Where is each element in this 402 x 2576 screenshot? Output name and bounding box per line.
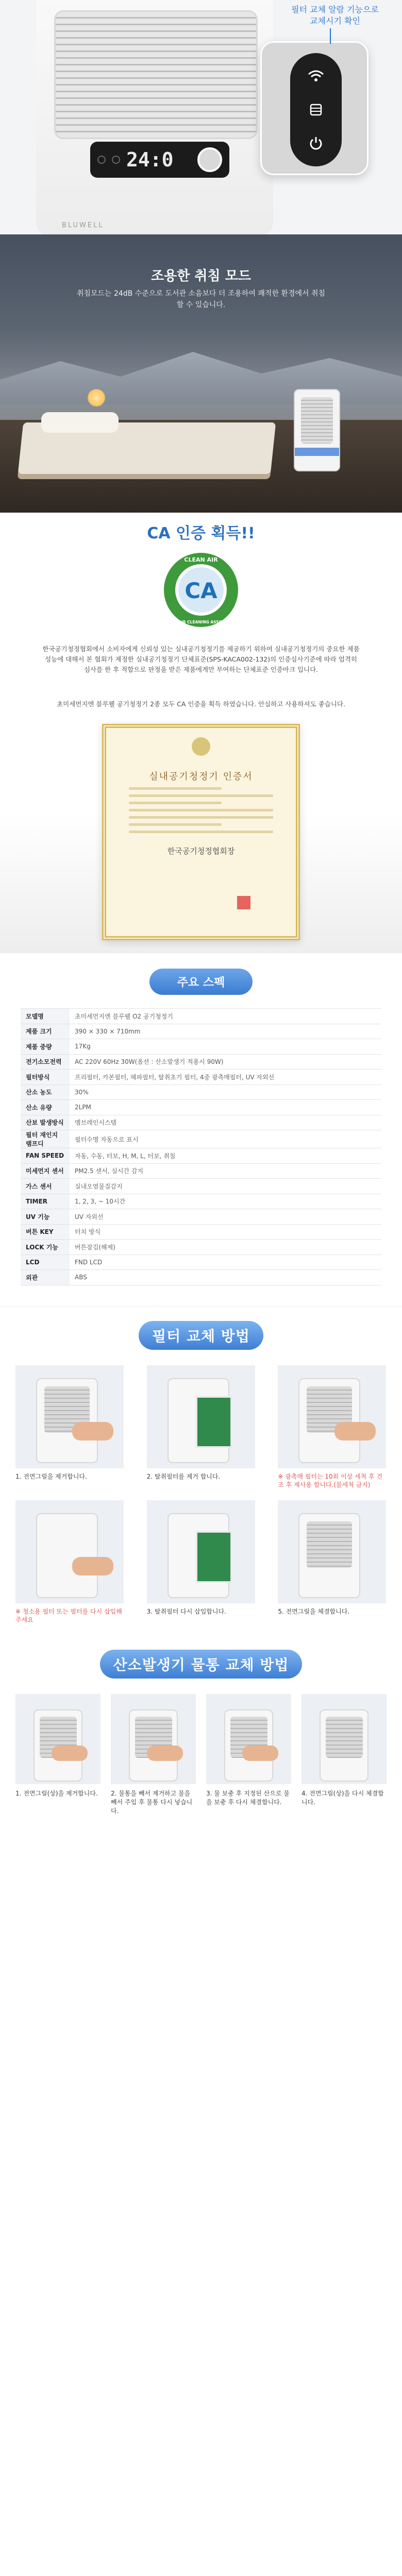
table-row <box>21 1163 381 1179</box>
spec-key: 미세먼지 센서 <box>21 1163 70 1179</box>
indicator-icon <box>112 156 120 164</box>
certificate-line <box>129 802 222 804</box>
water-tank-step <box>206 1694 291 1816</box>
filter-step <box>15 1365 124 1489</box>
svg-text:CA: CA <box>185 578 217 603</box>
certificate-line <box>129 816 273 819</box>
purifier-grille <box>54 10 258 139</box>
spec-value: PM2.5 센서, 실시간 감지 <box>70 1163 381 1179</box>
step-caption: 2. 물통을 빼서 제거하고 물을 빼서 주입 후 물통 다시 넣습니다. <box>111 1789 193 1815</box>
step-photo <box>278 1365 386 1468</box>
svg-text:KOREA AIR CLEANING ASSOCIATION: KOREA AIR CLEANING ASSOCIATION <box>162 620 240 624</box>
spec-value: 390 × 330 × 710mm <box>70 1024 381 1039</box>
specs-section <box>0 953 402 1306</box>
water-tank-steps-grid <box>15 1694 387 1816</box>
table-row <box>21 1240 381 1255</box>
spec-key: LOCK 기능 <box>21 1240 70 1255</box>
spec-value: 30% <box>70 1084 381 1100</box>
spec-key: 가스 센서 <box>21 1179 70 1194</box>
certificate-line <box>129 831 273 833</box>
spec-value: FND LCD <box>70 1255 381 1270</box>
filter-panel-image <box>196 1396 232 1448</box>
ca-title: CA 인증 획득!! <box>147 524 255 543</box>
table-row <box>21 1009 381 1024</box>
table-row <box>21 1209 381 1225</box>
hand-image <box>72 1422 113 1440</box>
spec-key: 산소 유량 <box>21 1100 70 1115</box>
table-row <box>21 1115 381 1130</box>
sleep-mode-title: 조용한 취침 모드 <box>151 268 251 284</box>
spec-value: 초미세먼지엔 블루웰 O2 공기청정기 <box>70 1009 381 1024</box>
svg-text:CLEAN AIR: CLEAN AIR <box>184 556 218 563</box>
spec-value: 프리필터, 카본필터, 헤파필터, 탈취초기 필터, 4중 광촉매필터, UV 자외선 <box>70 1070 381 1085</box>
spec-value: 실내오염물질감지 <box>70 1179 381 1194</box>
table-row <box>21 1039 381 1055</box>
table-row <box>21 1024 381 1039</box>
table-row <box>21 1148 381 1164</box>
callout-line <box>330 28 331 44</box>
purifier-image <box>298 1513 360 1598</box>
indicator-icon <box>97 156 106 164</box>
step-photo <box>15 1694 100 1784</box>
step-caption: 1. 전면그릴(상)을 제거합니다. <box>15 1789 98 1797</box>
filter-alarm-callout: 필터 교체 알람 기능으로 교체시기 확인 <box>291 5 379 26</box>
filter-reset-icon <box>306 99 326 120</box>
spec-value: 1, 2, 3, ~ 10시간 <box>70 1194 381 1209</box>
certificate-line <box>129 787 222 790</box>
filter-step <box>15 1500 124 1624</box>
table-row <box>21 1270 381 1285</box>
specs-title: 주요 스펙 <box>149 969 253 995</box>
certificate-issuer: 한국공기청정협회장 <box>167 846 235 856</box>
water-tank-step <box>15 1694 100 1816</box>
spec-key: 제품 중량 <box>21 1039 70 1055</box>
purifier-image <box>294 389 340 471</box>
spec-key: 외관 <box>21 1270 70 1285</box>
spec-value: 터치 방식 <box>70 1224 381 1240</box>
hand-image <box>147 1745 183 1761</box>
spec-key: 필터 재인지 램프디 <box>21 1130 70 1148</box>
spec-key: 버튼 KEY <box>21 1224 70 1240</box>
step-caption: 3. 물 보충 후 지정된 산으로 물을 보충 후 다시 체결합니다. <box>206 1789 290 1806</box>
water-tank-step <box>111 1694 196 1816</box>
dial-knob <box>197 147 222 172</box>
step-photo <box>147 1500 255 1603</box>
purifier-grille <box>301 397 333 444</box>
filter-header <box>0 1312 402 1350</box>
step-caption: 3. 탈취필터 다시 삽입합니다. <box>146 1607 226 1615</box>
step-photo <box>206 1694 291 1784</box>
water-tank-title: 산소발생기 물통 교체 방법 <box>100 1650 303 1679</box>
certificate-line <box>129 809 273 811</box>
purifier-light-band <box>295 448 339 456</box>
table-row <box>21 1130 381 1148</box>
certificate-line <box>129 823 222 826</box>
spec-key: UV 기능 <box>21 1209 70 1225</box>
sleep-mode-description: 취침모드는 24dB 수준으로 도서관 소음보다 더 조용하여 쾌적한 환경에서 취침 할 수 있습니다. <box>76 290 326 309</box>
purifier-grille <box>307 1521 352 1568</box>
filter-replacement-title: 필터 교체 방법 <box>139 1321 263 1350</box>
certificate-line <box>129 794 273 797</box>
table-row <box>21 1255 381 1270</box>
spec-key: 필터방식 <box>21 1070 70 1085</box>
table-row <box>21 1054 381 1070</box>
filter-steps-grid <box>15 1365 387 1624</box>
step-photo <box>147 1365 255 1468</box>
control-panel <box>90 142 229 178</box>
spec-value: ABS <box>70 1270 381 1285</box>
zoom-panel <box>260 41 368 175</box>
purifier-image <box>298 1378 360 1463</box>
step-photo <box>111 1694 196 1784</box>
hand-image <box>242 1745 278 1761</box>
ca-description: 한국공기청정협회에서 소비자에게 신뢰성 있는 실내공기청정기를 제공하기 위하여 실내공기청정기의 중요한 제품 성능에 대해서 본 협회가 제정한 실내공기청정기 단체표준(SPS-KACA002-132)의 인증심사기준에 따라 엄격히 심사를 한 후 적합으로 판정을 받은 제품에게만 부여하는 단체표준 인증마크 입니다. <box>42 645 360 673</box>
spec-key: 전기소모전력 <box>21 1054 70 1070</box>
table-row <box>21 1179 381 1194</box>
table-row <box>21 1084 381 1100</box>
table-row <box>21 1100 381 1115</box>
spec-value: 2LPM <box>70 1100 381 1115</box>
step-caption: 4. 전면그릴(상)을 다시 체결합니다. <box>301 1789 384 1806</box>
ca-badge-icon <box>162 551 240 629</box>
step-photo <box>15 1365 124 1468</box>
table-row <box>21 1194 381 1209</box>
step-caption: 1. 전면그릴을 제거합니다. <box>15 1472 87 1480</box>
certificate-image <box>102 724 300 940</box>
spec-key: 제품 크기 <box>21 1024 70 1039</box>
spec-key: 산보 발생방식 <box>21 1115 70 1130</box>
sleep-mode-section <box>0 234 402 513</box>
purifier-image <box>36 1513 98 1598</box>
table-row <box>21 1224 381 1240</box>
hand-image <box>334 1422 376 1440</box>
spec-key: 모델명 <box>21 1009 70 1024</box>
spec-key: FAN SPEED <box>21 1148 70 1164</box>
step-caption: 5. 전면그릴을 체결합니다. <box>278 1607 350 1615</box>
specs-header <box>0 969 402 995</box>
filter-step <box>147 1365 256 1489</box>
control-button-column <box>290 53 342 166</box>
water-tank-step <box>301 1694 387 1816</box>
water-tank-header <box>0 1650 402 1679</box>
wifi-icon <box>306 66 326 87</box>
step-photo <box>301 1694 387 1784</box>
filter-panel-image <box>196 1531 232 1583</box>
step-warning: ※ 청소용 필터 또는 필터를 다시 삽입해 주세요 <box>15 1607 122 1623</box>
hand-image <box>72 1557 113 1575</box>
brand-logo: BLUWELL <box>62 222 104 229</box>
power-icon <box>306 133 326 154</box>
certificate-logo-icon <box>192 737 210 756</box>
step-warning: ※ 광촉매 필터는 10회 이상 세척 후 건조 후 재사용 합니다.(물세척 금지) <box>278 1472 383 1488</box>
certificate-seal-icon <box>237 896 250 909</box>
filter-step <box>278 1500 387 1624</box>
lamp-image <box>88 389 105 406</box>
spec-key: TIMER <box>21 1194 70 1209</box>
spec-value: 필터수명 자동으로 표시 <box>70 1130 381 1148</box>
spec-value: 자동, 수동, 터보, H, M, L, 터보, 취침 <box>70 1148 381 1164</box>
step-caption: 2. 탈취필터를 제거 합니다. <box>146 1472 221 1480</box>
spec-key: 산소 농도 <box>21 1084 70 1100</box>
spec-value: 멤브레인시스템 <box>70 1115 381 1130</box>
table-row <box>21 1070 381 1085</box>
certificate-title: 실내공기청정기 인증서 <box>149 771 253 782</box>
spec-value: UV 자외선 <box>70 1209 381 1225</box>
certificate-area <box>0 771 402 953</box>
hero-section <box>0 0 402 234</box>
spec-value: AC 220V 60Hz 30W(옵션 : 산소발생기 적용시 90W) <box>70 1054 381 1070</box>
spec-key: LCD <box>21 1255 70 1270</box>
pillow-image <box>41 412 119 433</box>
purifier-grille <box>326 1717 363 1758</box>
ca-acquired-note: 초미세먼지엔 블루웰 공기청정기 2종 모두 CA 인증을 획득 하였습니다. 안심하고 사용하셔도 좋습니다. <box>57 700 345 708</box>
purifier-image <box>320 1709 368 1782</box>
water-tank-section <box>0 1639 402 1831</box>
filter-step <box>278 1365 387 1489</box>
step-photo <box>278 1500 386 1603</box>
filter-replacement-section <box>0 1306 402 1639</box>
spec-value: 17Kg <box>70 1039 381 1055</box>
hand-image <box>52 1745 88 1761</box>
spec-table-body <box>21 1009 381 1285</box>
spec-value: 버튼잠김(해제) <box>70 1240 381 1255</box>
spec-table <box>21 1008 381 1285</box>
mountain-backdrop <box>0 343 402 404</box>
purifier-image <box>36 1378 98 1463</box>
timer-display: 24:0 <box>126 148 174 171</box>
step-photo <box>15 1500 124 1603</box>
filter-step <box>147 1500 256 1624</box>
